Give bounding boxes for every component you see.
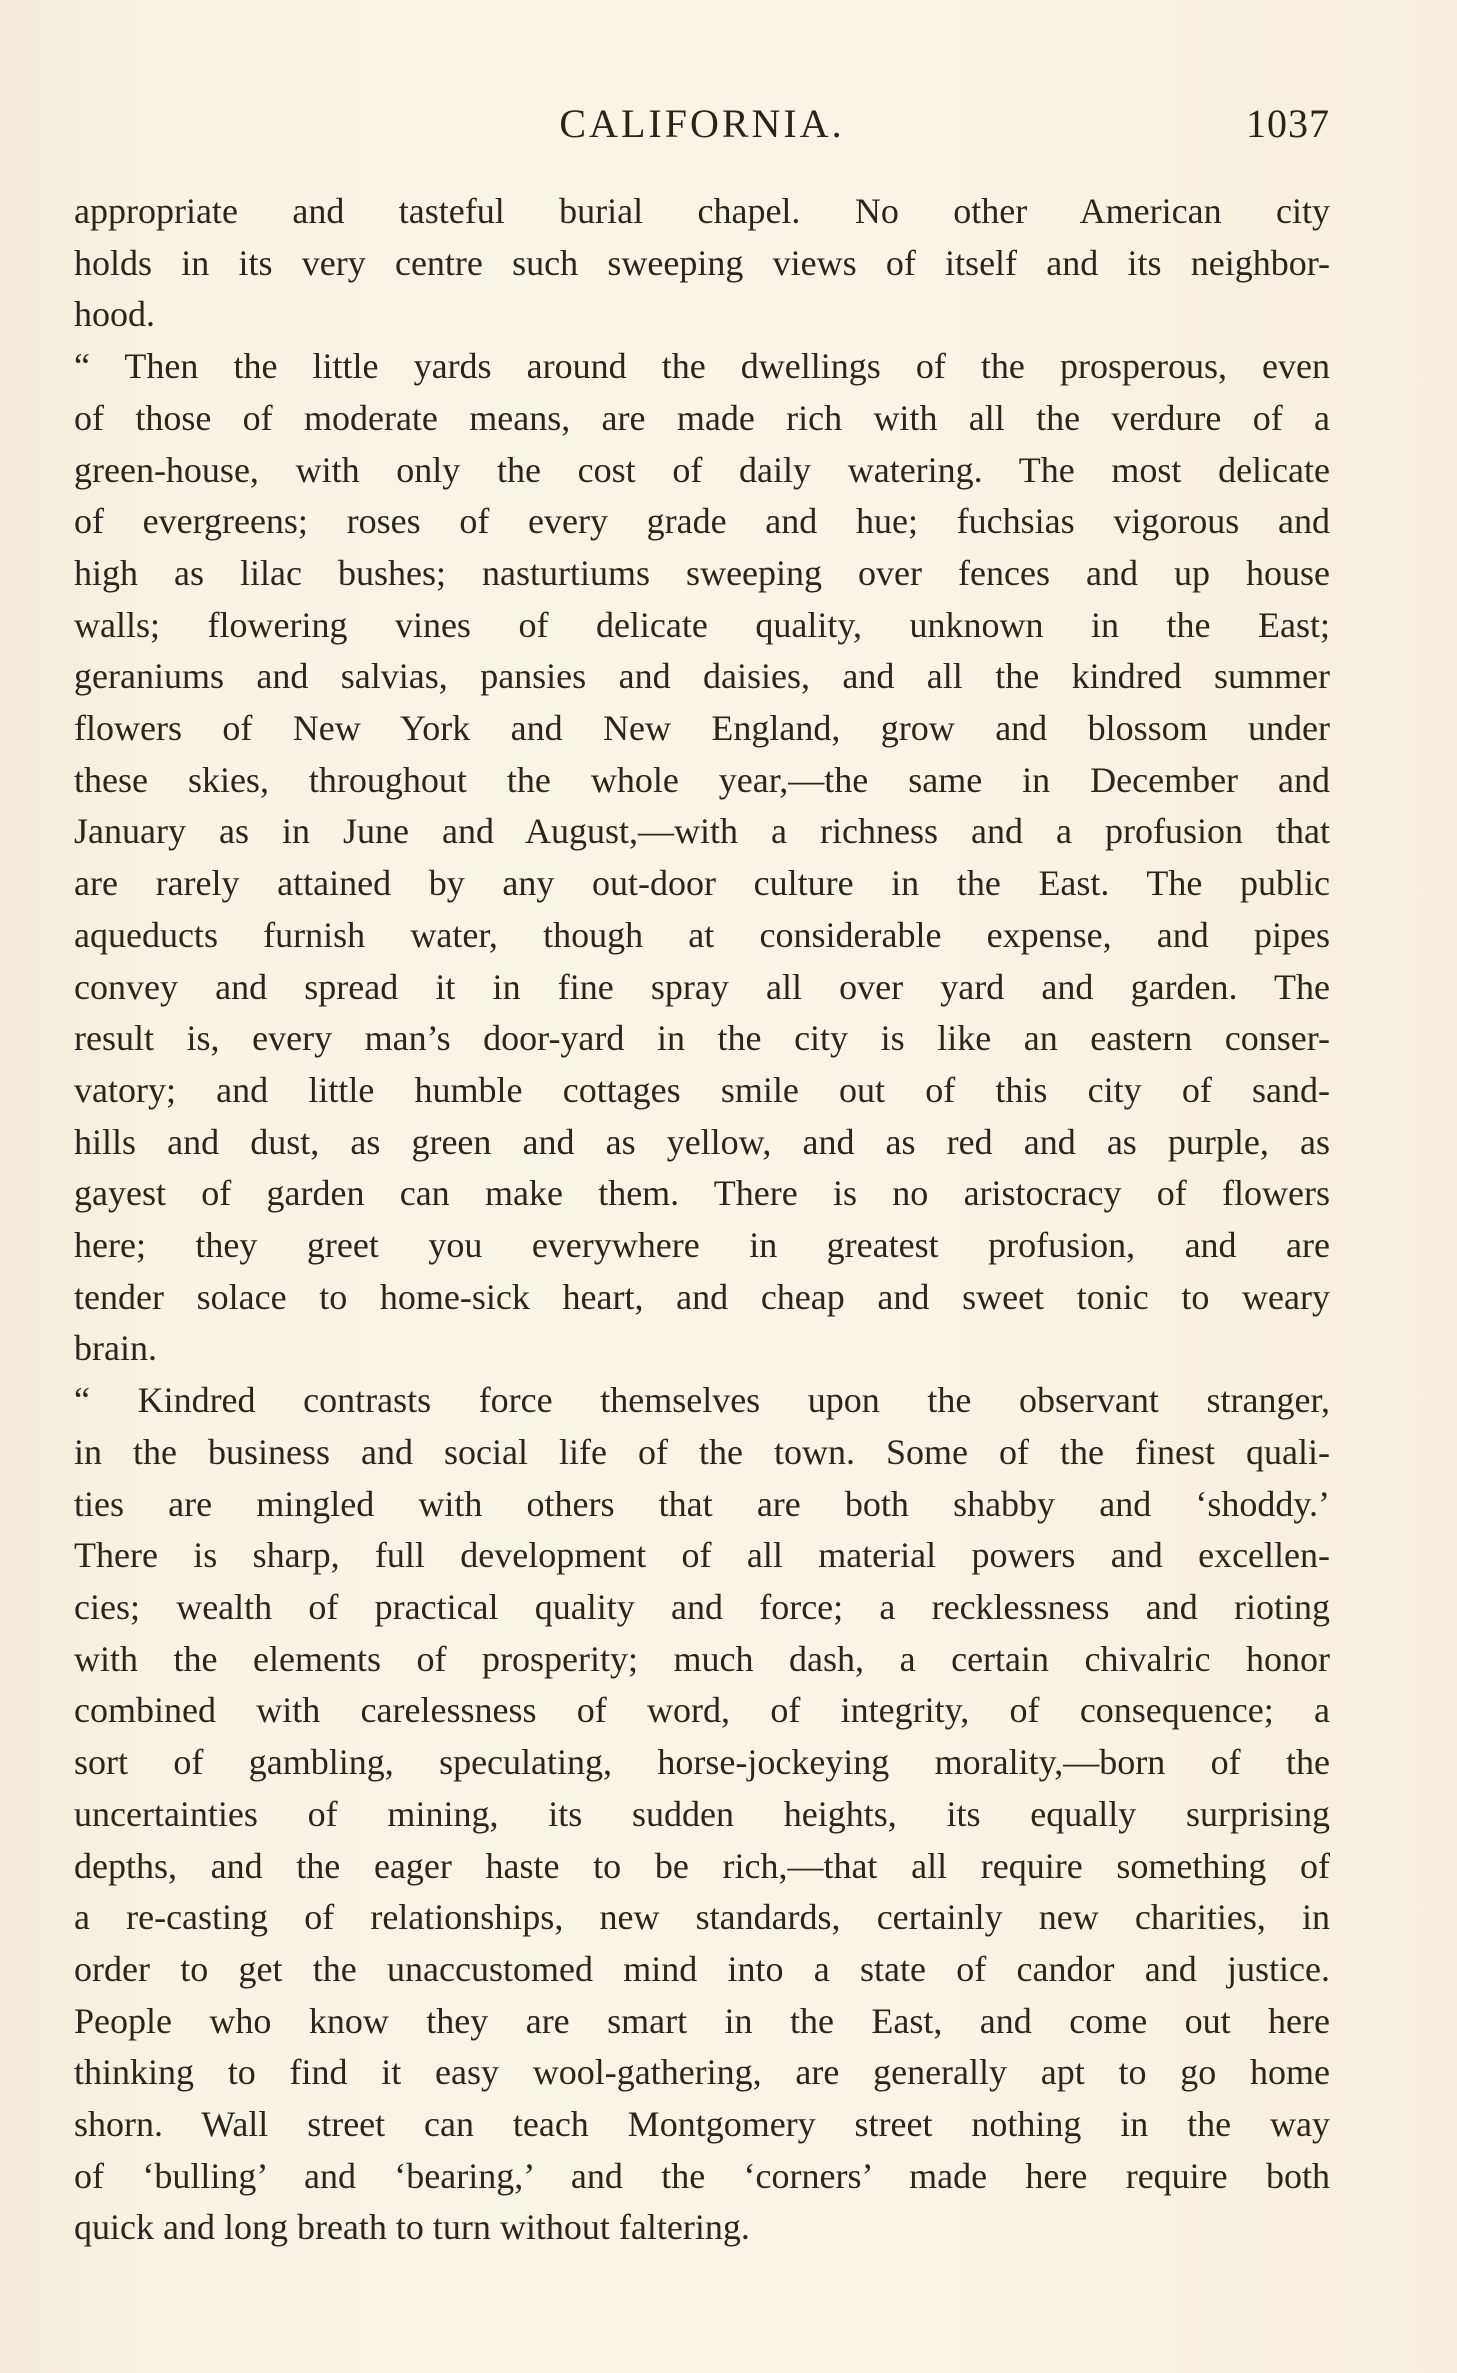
text-line: aqueducts furnish water, though at considerable expense, and pipes	[74, 914, 1330, 955]
text-line: flowers of New York and New England, grow and blossom under	[74, 708, 1330, 749]
text-line: brain.	[74, 1328, 157, 1369]
text-line: are rarely attained by any out-door culture in the East. The public	[74, 863, 1330, 904]
page-number: 1037	[1246, 101, 1330, 146]
text-line: shorn. Wall street can teach Montgomery street nothing in the way	[74, 2104, 1330, 2145]
page-header	[74, 100, 1330, 160]
text-line: of those of moderate means, are made rich with all the verdure of a	[74, 397, 1330, 438]
text-line: here; they greet you everywhere in greatest profusion, and are	[74, 1225, 1330, 1266]
text-line: of evergreens; roses of every grade and hue; fuchsias vigorous and	[74, 501, 1330, 542]
text-line: “ Then the little yards around the dwellings of the prosperous, even	[74, 346, 1330, 387]
text-line: ties are mingled with others that are both shabby and ‘shoddy.’	[74, 1483, 1330, 1524]
text-line: sort of gambling, speculating, horse-jockeying morality,—born of the	[74, 1742, 1330, 1783]
text-line: combined with carelessness of word, of integrity, of consequence; a	[74, 1690, 1330, 1731]
text-line: these skies, throughout the whole year,—the same in December and	[74, 759, 1330, 800]
text-line: in the business and social life of the town. Some of the finest quali-	[74, 1431, 1330, 1472]
text-line: holds in its very centre such sweeping views of itself and its neighbor-	[74, 242, 1330, 283]
text-line: high as lilac bushes; nasturtiums sweeping over fences and up house	[74, 552, 1330, 593]
text-line: There is sharp, full development of all material powers and excellen-	[74, 1535, 1330, 1576]
text-line: “ Kindred contrasts force themselves upon the observant stranger,	[74, 1380, 1330, 1421]
body-text	[74, 186, 1330, 2254]
text-line: order to get the unaccustomed mind into a state of candor and justice.	[74, 1948, 1330, 1989]
text-line: hills and dust, as green and as yellow, and as red and as purple, as	[74, 1121, 1330, 1162]
text-line: tender solace to home-sick heart, and cheap and sweet tonic to weary	[74, 1276, 1330, 1317]
text-line: quick and long breath to turn without faltering.	[74, 2207, 750, 2248]
text-line: geraniums and salvias, pansies and daisies, and all the kindred summer	[74, 656, 1330, 697]
text-line: People who know they are smart in the East, and come out here	[74, 2000, 1330, 2041]
text-line: green-house, with only the cost of daily watering. The most delicate	[74, 449, 1330, 490]
text-line: uncertainties of mining, its sudden heights, its equally surprising	[74, 1793, 1330, 1834]
text-line: vatory; and little humble cottages smile out of this city of sand-	[74, 1069, 1330, 1110]
text-line: result is, every man’s door-yard in the city is like an eastern conser-	[74, 1018, 1330, 1059]
running-title: CALIFORNIA.	[559, 101, 845, 146]
text-line: gayest of garden can make them. There is no aristocracy of flowers	[74, 1173, 1330, 1214]
text-line: depths, and the eager haste to be rich,—that all require something of	[74, 1845, 1330, 1886]
text-line: appropriate and tasteful burial chapel. No other American city	[74, 191, 1330, 231]
text-line: of ‘bulling’ and ‘bearing,’ and the ‘corners’ made here require both	[74, 2155, 1330, 2196]
text-line: convey and spread it in fine spray all over yard and garden. The	[74, 966, 1330, 1007]
text-line: cies; wealth of practical quality and force; a recklessness and rioting	[74, 1586, 1330, 1627]
text-line: walls; flowering vines of delicate quality, unknown in the East;	[74, 604, 1330, 645]
text-line: with the elements of prosperity; much dash, a certain chivalric honor	[74, 1638, 1330, 1679]
text-line: thinking to find it easy wool-gathering, are generally apt to go home	[74, 2052, 1330, 2093]
text-line: hood.	[74, 294, 155, 335]
text-line: January as in June and August,—with a richness and a profusion that	[74, 811, 1330, 852]
text-line: a re-casting of relationships, new standards, certainly new charities, in	[74, 1897, 1330, 1938]
